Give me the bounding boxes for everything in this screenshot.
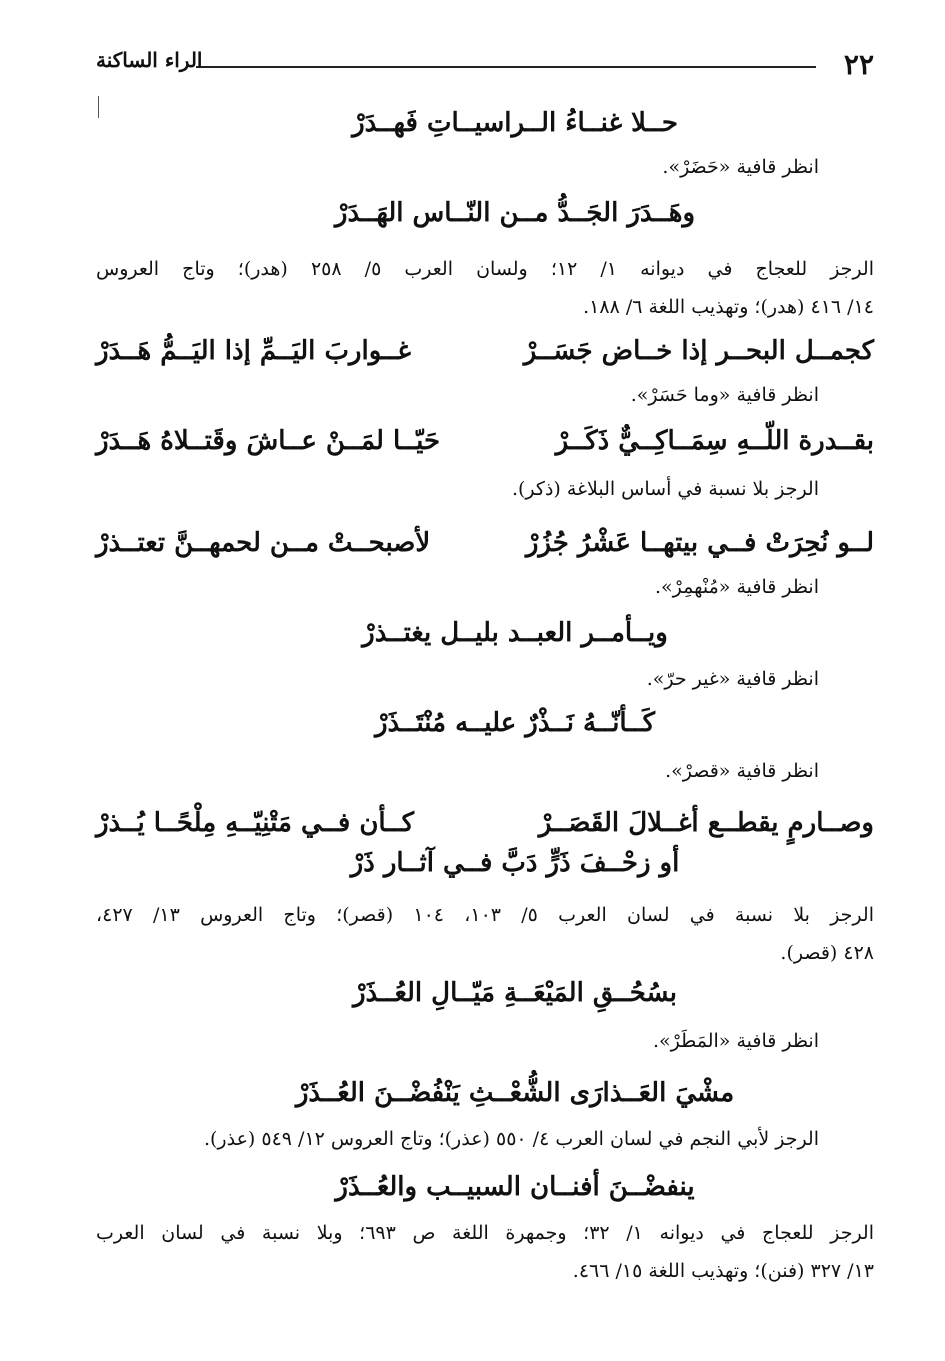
first-hemistich: بقــدرة اللّــهِ سِمَــاكِــيٌّ ذَكَــرْ [555, 426, 874, 456]
citation-line: ١٣/ ٣٢٧ (فنن)؛ وتهذيب اللغة ١٥/ ٤٦٦. [572, 1260, 874, 1282]
cross-reference-note: انظر قافية «غير حرّ». [646, 668, 819, 690]
citation-note: الرجز لأبي النجم في لسان العرب ٤/ ٥٥٠ (عذر)؛ وتاج العروس ١٢/ ٥٤٩ (عذر). [203, 1128, 819, 1150]
cross-reference-note: انظر قافية «وما حَسَرْ». [630, 384, 819, 406]
running-title: الراء الساكنة [96, 48, 203, 72]
second-hemistich: كــأن فــي مَتْنِيّــهِ مِلْحًــا يُــذرْ [96, 808, 414, 838]
verse-line: بسُحُــقِ المَيْعَــةِ مَيّــالِ العُــذَرْ [353, 978, 677, 1008]
verse-couplet [96, 336, 874, 380]
citation-paragraph [96, 250, 874, 326]
verse-line: ويــأمــر العبــد بليــل يغتــذرْ [362, 618, 668, 648]
citation-line: الرجز بلا نسبة في لسان العرب ٥/ ١٠٣، ١٠٤ (قصر)؛ وتاج العروس ١٣/ ٤٢٧، [96, 904, 874, 926]
verse-couplet [96, 528, 874, 572]
citation-paragraph [96, 896, 874, 972]
cross-reference-note: انظر قافية «حَضَرْ». [662, 156, 819, 178]
second-hemistich: لأصبحــتْ مــن لحمهــنَّ تعتــذرْ [96, 528, 431, 558]
verse-line: ينفضْــنَ أفنــان السبيــب والعُــذَرْ [335, 1172, 695, 1202]
second-hemistich: غــواربَ اليَــمِّ إذا اليَــمُّ هَــدَرْ [96, 336, 411, 366]
first-hemistich: كجمــل البحــر إذا خــاض جَسَــرْ [523, 336, 874, 366]
first-hemistich: لــو نُحِرَتْ فــي بيتهــا عَشْرُ جُزُرْ [525, 528, 874, 558]
verse-line: مشْيَ العَــذارَى الشُّعْــثِ يَنْفُضْــنَ العُــذَرْ [295, 1078, 735, 1108]
citation-line: الرجز للعجاج في ديوانه ١/ ٣٢؛ وجمهرة اللغة ص ٦٩٣؛ وبلا نسبة في لسان العرب [96, 1222, 874, 1244]
citation-line: ١٤/ ٤١٦ (هدر)؛ وتهذيب اللغة ٦/ ١٨٨. [583, 296, 874, 318]
first-hemistich: وصــارمٍ يقطــع أغــلالَ القَصَــرْ [538, 808, 874, 838]
verse-line: وهَــدَرَ الجَــدُّ مــن النّــاس الهَــدَرْ [334, 198, 696, 228]
verse-couplet [96, 426, 874, 470]
citation-note: الرجز بلا نسبة في أساس البلاغة (ذكر). [511, 478, 819, 500]
verse-line: كَــأنّــهُ نَــذْرٌ عليــه مُنْتَــذَرْ [375, 708, 655, 738]
citation-line: ٤٢٨ (قصر). [780, 942, 874, 964]
cross-reference-note: انظر قافية «مُنْهمِرْ». [654, 576, 819, 598]
citation-line: الرجز للعجاج في ديوانه ١/ ١٢؛ ولسان العرب ٥/ ٢٥٨ (هدر)؛ وتاج العروس [96, 258, 874, 280]
verse-line: أو زحْــفَ ذَرٍّ دَبَّ فــي آثــار ذَرْ [350, 848, 680, 878]
cross-reference-note: انظر قافية «المَطَرْ». [653, 1030, 819, 1052]
page-header [96, 44, 874, 88]
header-rule [196, 66, 816, 68]
second-hemistich: حَيّــا لمَــنْ عــاشَ وقَتــلاهُ هَــدَرْ [96, 426, 441, 456]
citation-paragraph [96, 1214, 874, 1290]
verse-couplet [96, 808, 874, 852]
verse-line: حــلا غنــاءُ الــراسيــاتِ فَهــدَرْ [352, 108, 678, 138]
cross-reference-note: انظر قافية «قصرْ». [665, 760, 819, 782]
page-number: ٢٢ [843, 48, 874, 81]
